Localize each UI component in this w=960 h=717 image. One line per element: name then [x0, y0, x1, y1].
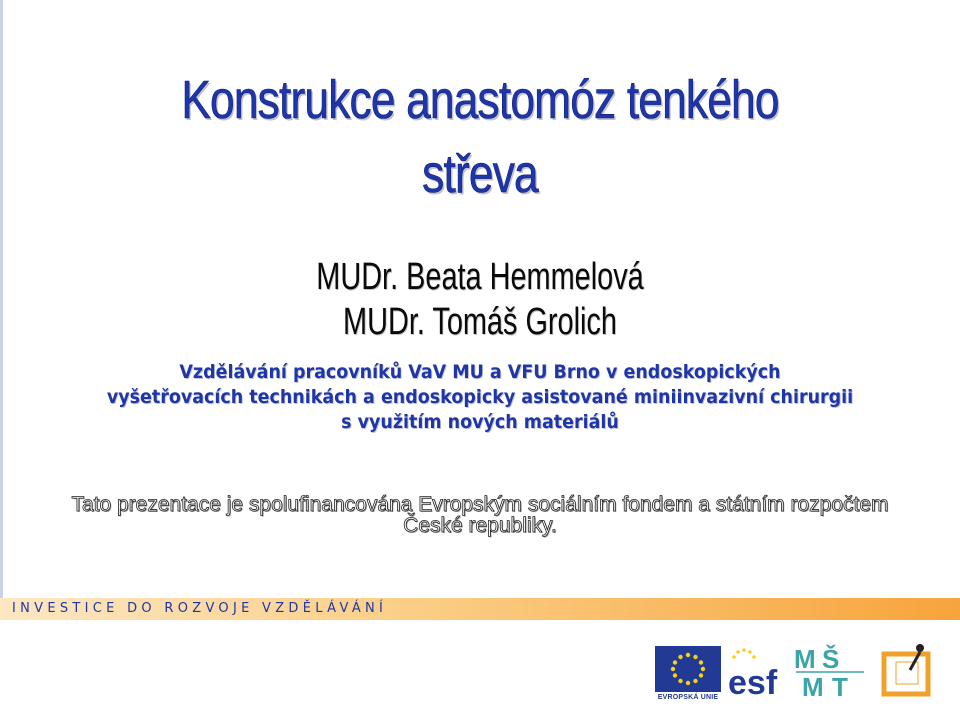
project-subtitle-line-3: s využitím nových materiálů	[341, 411, 619, 433]
svg-text:M: M	[794, 644, 816, 674]
investment-banner	[0, 598, 960, 620]
eu-caption: EVROPSKÁ UNIE	[657, 694, 719, 701]
op-vk-logo-icon	[876, 640, 938, 702]
project-subtitle-line-2: vyšetřovacích technikách a endoskopicky asistované miniinvazivní chirurgii	[106, 386, 854, 408]
author-2: MUDr. Tomáš Grolich	[343, 301, 617, 343]
banner-text: INVESTICE DO ROZVOJE VZDĚLÁVÁNÍ	[12, 601, 388, 616]
esf-logo-icon	[726, 644, 790, 700]
author-1: MUDr. Beata Hemmelová	[316, 256, 644, 298]
project-subtitle-line-1: Vzdělávání pracovníků VaV MU a VFU Brno v endoskopických	[179, 361, 781, 383]
funding-note-line-1: Tato prezentace je spolufinancována Evropským sociálním fondem a státním rozpočtem	[71, 493, 889, 516]
svg-text:esf: esf	[728, 664, 778, 700]
logo-strip	[0, 638, 960, 708]
svg-text:M: M	[802, 672, 824, 700]
eu-flag-icon	[655, 646, 721, 692]
slide-title-line-1: Konstrukce anastomóz tenkého	[181, 70, 779, 130]
svg-text:T: T	[832, 672, 848, 700]
svg-text:Š: Š	[822, 644, 840, 674]
slide-title-line-2: střeva	[422, 144, 538, 204]
msmt-logo-icon	[792, 642, 868, 700]
funding-note-line-2: České republiky.	[403, 514, 557, 537]
